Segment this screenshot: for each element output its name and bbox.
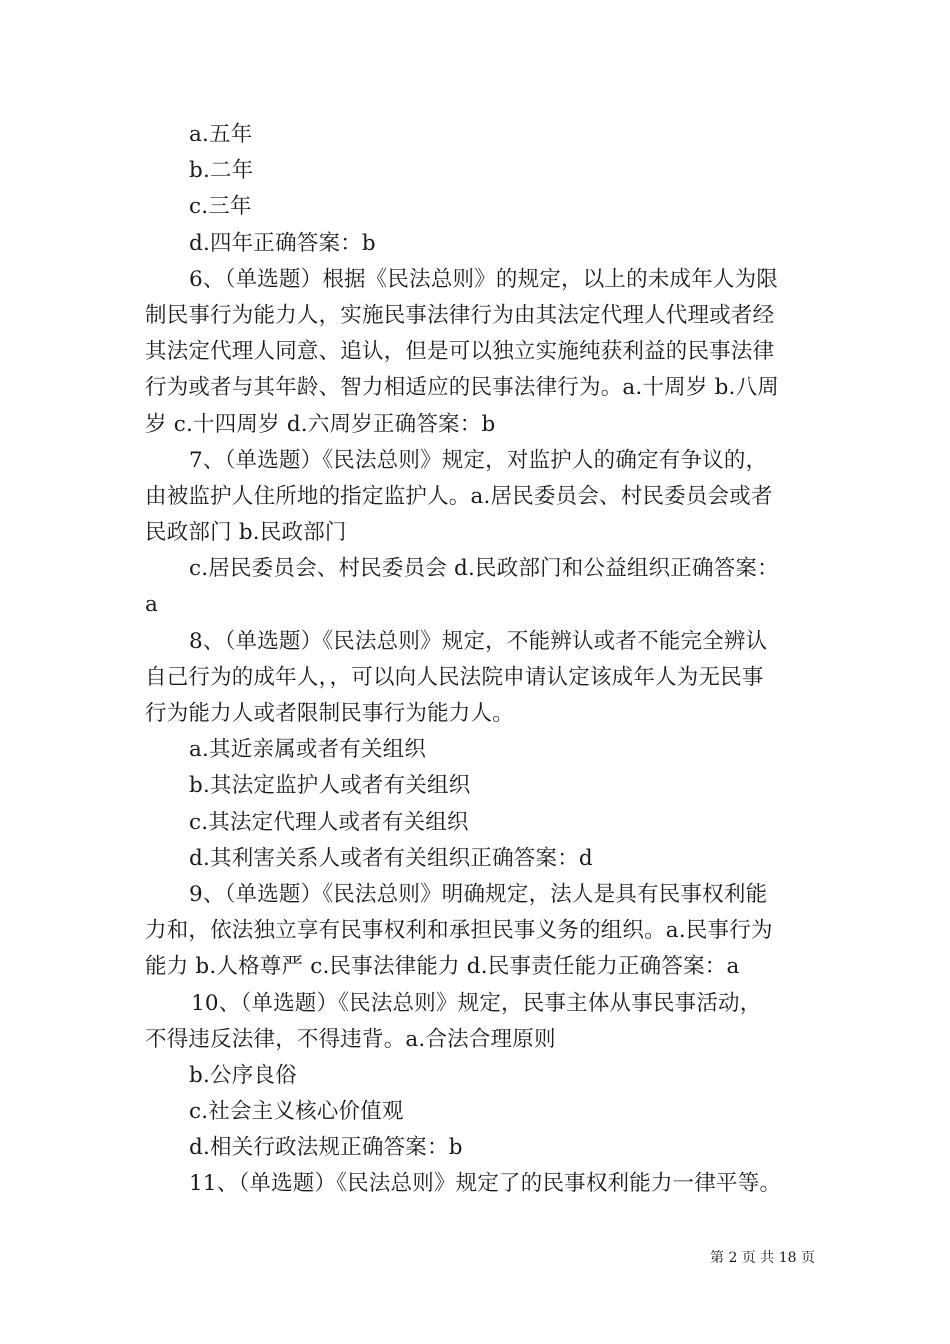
question-10-line-2: 不得违反法律，不得违背。a.合法合理原则 — [145, 1026, 556, 1052]
question-6-line-4: 行为或者与其年龄、智力相适应的民事法律行为。a.十周岁 b.八周 — [145, 375, 779, 401]
option-answer-line: d.四年正确答案：b — [189, 230, 376, 256]
question-6-line-5: 岁 c.十四周岁 d.六周岁正确答案：b — [145, 411, 496, 437]
option-line: c.其法定代理人或者有关组织 — [189, 809, 469, 835]
question-6-line-1: 6、（单选题）根据《民法总则》的规定，以上的未成年人为限 — [189, 266, 779, 292]
question-8-line-1: 8、（单选题）《民法总则》规定，不能辨认或者不能完全辨认 — [189, 628, 768, 654]
question-6-line-2: 制民事行为能力人，实施民事法律行为由其法定代理人代理或者经 — [145, 302, 775, 328]
question-7-line-3: 民政部门 b.民政部门 — [145, 520, 347, 546]
option-line: a.五年 — [189, 122, 253, 147]
option-answer-line: d.其利害关系人或者有关组织正确答案：d — [189, 845, 593, 871]
page-number-footer: 第 2 页 共 18 页 — [710, 1250, 815, 1266]
question-7-line-4: c.居民委员会、村民委员会 d.民政部门和公益组织正确答案： — [189, 556, 779, 582]
option-line: c.社会主义核心价值观 — [189, 1099, 404, 1125]
option-line: c.三年 — [189, 194, 252, 220]
option-line: b.二年 — [189, 158, 254, 184]
question-7-line-5: a — [145, 592, 159, 618]
question-6-line-3: 其法定代理人同意、追认，但是可以独立实施纯获利益的民事法律 — [145, 339, 775, 365]
question-9-line-1: 9、（单选题）《民法总则》明确规定，法人是具有民事权利能 — [189, 881, 768, 907]
question-11-line-1: 11、（单选题）《民法总则》规定了的民事权利能力一律平等。 — [189, 1171, 782, 1197]
question-10-line-1: 10、（单选题）《民法总则》规定，民事主体从事民事活动， — [191, 990, 762, 1016]
question-7-line-1: 7、（单选题）《民法总则》规定，对监护人的确定有争议的， — [189, 447, 768, 473]
question-9-line-2: 力和，依法独立享有民事权利和承担民事义务的组织。a.民事行为 — [145, 918, 773, 944]
question-9-line-3: 能力 b.人格尊严 c.民事法律能力 d.民事责任能力正确答案：a — [145, 954, 740, 980]
question-8-line-3: 行为能力人或者限制民事行为能力人。 — [145, 701, 514, 726]
option-line: b.其法定监护人或者有关组织 — [189, 773, 471, 799]
document-body — [145, 117, 810, 1203]
question-7-line-2: 由被监护人住所地的指定监护人。a.居民委员会、村民委员会或者 — [145, 483, 773, 509]
option-answer-line: d.相关行政法规正确答案：b — [189, 1135, 463, 1161]
question-8-line-2: 自己行为的成年人，，可以向人民法院申请认定该成年人为无民事 — [145, 664, 764, 690]
option-line: a.其近亲属或者有关组织 — [189, 737, 427, 763]
option-line: b.公序良俗 — [189, 1062, 297, 1088]
